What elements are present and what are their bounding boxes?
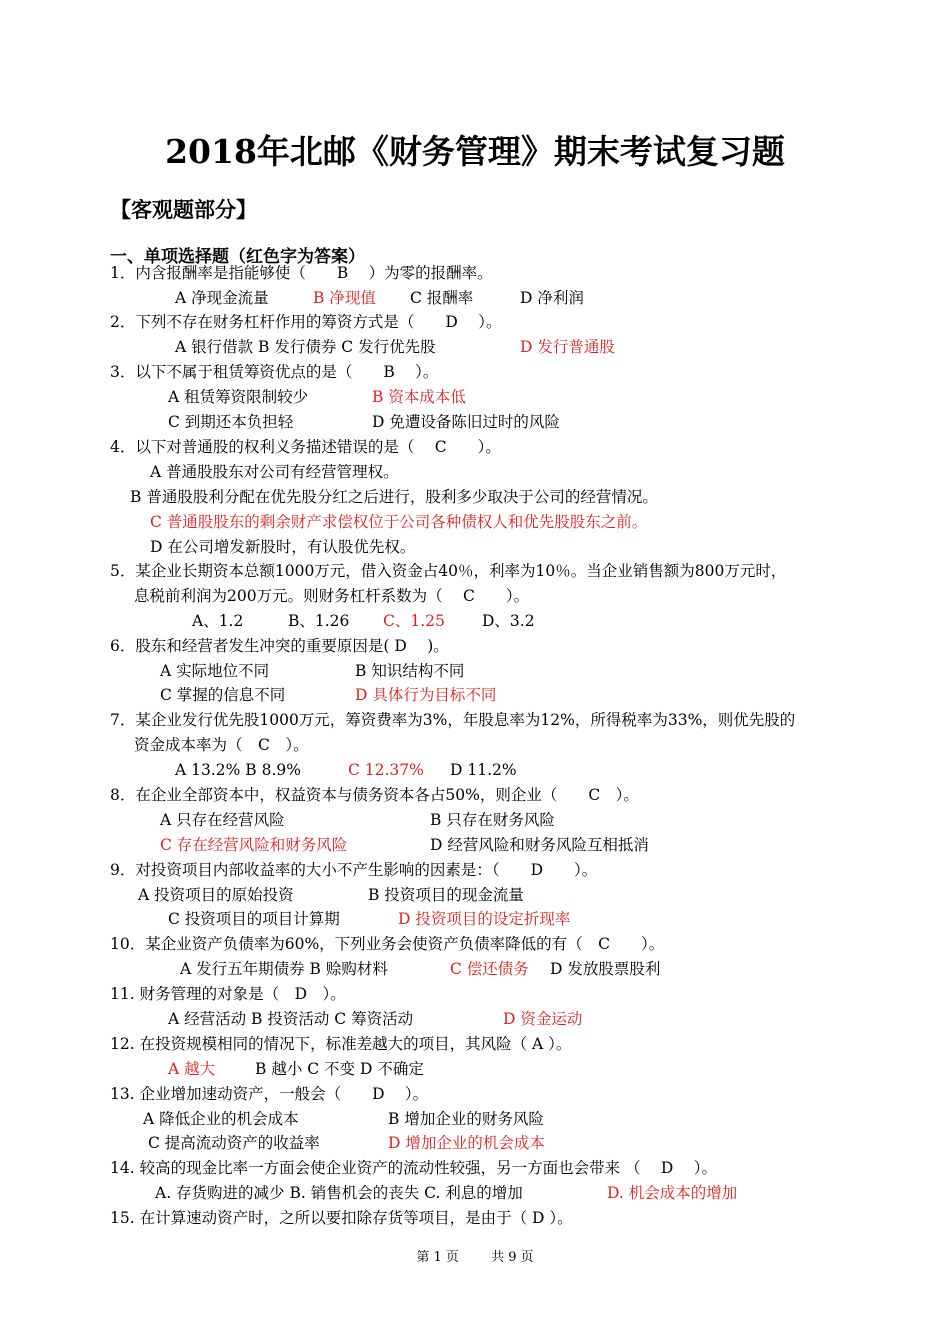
question-text: C 报酬率 — [410, 289, 474, 307]
question-text: A 13.2% B 8.9% — [175, 761, 301, 779]
question-text: 11. 财务管理的对象是（ D ）。 — [110, 985, 346, 1003]
question-text: D 11.2% — [450, 761, 517, 779]
answer-text: D 资金运动 — [503, 1010, 583, 1028]
question-text: C 投资项目的项目计算期 — [168, 910, 340, 928]
question-text: 9．对投资项目内部收益率的大小不产生影响的因素是：（ D ）。 — [110, 861, 598, 879]
answer-text: D 增加企业的机会成本 — [388, 1134, 545, 1152]
question-text: B 知识结构不同 — [355, 662, 465, 680]
question-text: A 投资项目的原始投资 — [138, 886, 294, 904]
question-text: D、3.2 — [482, 612, 535, 630]
answer-text: D 具体行为目标不同 — [355, 686, 497, 704]
answer-text: D 投资项目的设定折现率 — [398, 910, 571, 928]
question-text: D 在公司增发新股时，有认股优先权。 — [150, 538, 416, 556]
question-text: A 银行借款 B 发行债券 C 发行优先股 — [175, 338, 436, 356]
question-text: B 普通股股利分配在优先股分红之后进行，股利多少取决于公司的经营情况。 — [130, 488, 658, 506]
question-text: 资金成本率为（ C ）。 — [134, 736, 309, 754]
question-text: A 发行五年期债券 B 赊购材料 — [180, 960, 388, 978]
question-text: D 免遭设备陈旧过时的风险 — [372, 413, 560, 431]
answer-text: D 发行普通股 — [520, 338, 615, 356]
answer-text: C 存在经营风险和财务风险 — [160, 836, 348, 854]
question-text: 5．某企业长期资本总额1000万元，借入资金占40％，利率为10％。当企业销售额为800万元时， — [110, 562, 787, 580]
question-text: D 发放股票股利 — [550, 960, 661, 978]
answer-text: C 偿还债务 — [450, 960, 529, 978]
answer-text: B 净现值 — [313, 289, 376, 307]
question-text: 8．在企业全部资本中，权益资本与债务资本各占50%，则企业（ C ）。 — [110, 786, 639, 804]
question-text: 14. 较高的现金比率一方面会使企业资产的流动性较强，另一方面也会带来 （ D ）。 — [110, 1159, 718, 1177]
question-text: B、1.26 — [288, 612, 350, 630]
question-text: A 经营活动 B 投资活动 C 筹资活动 — [168, 1010, 414, 1028]
page-number: 第 1 页 — [416, 1250, 459, 1265]
subsection-heading: 一、单项选择题（红色字为答案） — [110, 247, 365, 267]
question-text: 7．某企业发行优先股1000万元，筹资费率为3%，年股息率为12%，所得税率为33%，则优先股的 — [110, 711, 796, 729]
question-text: B 越小 C 不变 D 不确定 — [255, 1060, 424, 1078]
page-footer — [0, 1246, 950, 1265]
question-text: A 实际地位不同 — [160, 662, 270, 680]
question-text: 息税前利润为200万元。则财务杠杆系数为（ C ）。 — [134, 587, 530, 605]
question-text: A、1.2 — [192, 612, 244, 630]
question-text: 3．以下不属于租赁筹资优点的是（ B ）。 — [110, 363, 439, 381]
question-text: 12. 在投资规模相同的情况下，标准差越大的项目，其风险（ A ）。 — [110, 1035, 572, 1053]
question-text: C 掌握的信息不同 — [160, 686, 286, 704]
question-text: 10．某企业资产负债率为60%，下列业务会使资产负债率降低的有（ C ）。 — [110, 935, 665, 953]
question-text: 1．内含报酬率是指能够使（ B ）为零的报酬率。 — [110, 264, 493, 282]
question-text: A 普通股股东对公司有经营管理权。 — [150, 463, 399, 481]
question-text: A 降低企业的机会成本 — [143, 1110, 299, 1128]
question-text: B 只存在财务风险 — [430, 811, 555, 829]
answer-text: C 普通股股东的剩余财产求偿权位于公司各种债权人和优先股股东之前。 — [150, 513, 648, 531]
answer-text: B 资本成本低 — [372, 388, 466, 406]
question-text: C 提高流动资产的收益率 — [148, 1134, 320, 1152]
section-heading: 【客观题部分】 — [110, 198, 257, 222]
question-text: 13. 企业增加速动资产，一般会（ D ）。 — [110, 1085, 429, 1103]
question-text: 2．下列不存在财务杠杆作用的筹资方式是（ D ）。 — [110, 313, 502, 331]
answer-text: A 越大 — [168, 1060, 216, 1078]
question-text: A 净现金流量 — [175, 289, 269, 307]
question-text: B 投资项目的现金流量 — [368, 886, 524, 904]
answer-text: D. 机会成本的增加 — [607, 1184, 738, 1202]
answer-text: C 12.37% — [348, 761, 424, 779]
answer-text: C、1.25 — [383, 612, 445, 630]
question-text: 15. 在计算速动资产时，之所以要扣除存货等项目，是由于（ D ）。 — [110, 1209, 573, 1227]
question-text: A 只存在经营风险 — [160, 811, 285, 829]
question-text: 6．股东和经营者发生冲突的重要原因是( D )。 — [110, 637, 449, 655]
question-text: 4．以下对普通股的权利义务描述错误的是（ C ）。 — [110, 438, 501, 456]
question-text: A. 存货购进的减少 B. 销售机会的丧失 C. 利息的增加 — [155, 1184, 523, 1202]
question-text: C 到期还本负担轻 — [168, 413, 294, 431]
question-text: A 租赁筹资限制较少 — [168, 388, 309, 406]
question-text: B 增加企业的财务风险 — [388, 1110, 544, 1128]
question-text: D 经营风险和财务风险互相抵消 — [430, 836, 649, 854]
page-title: 2018年北邮《财务管理》期末考试复习题 — [165, 132, 785, 171]
question-text: D 净利润 — [520, 289, 584, 307]
page-total: 共 9 页 — [491, 1250, 534, 1265]
